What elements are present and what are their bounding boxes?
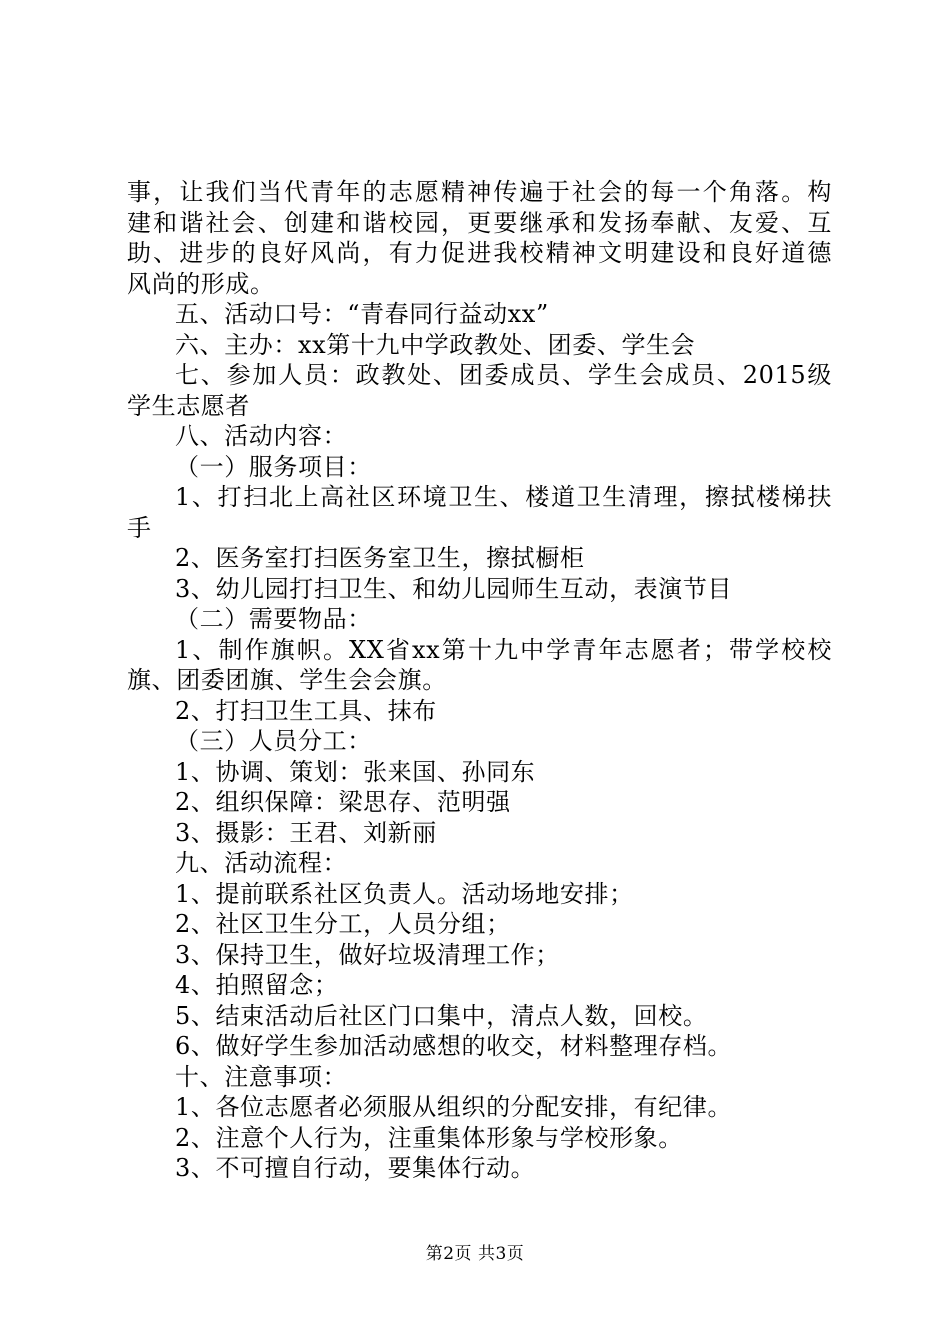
text-line: （二）需要物品： xyxy=(175,605,372,633)
text-line: 5、结束活动后社区门口集中，清点人数，回校。 xyxy=(175,1001,708,1030)
text-line: 2、医务室打扫医务室卫生，擦拭橱柜 xyxy=(175,544,585,572)
text-line: 2、社区卫生分工，人员分组； xyxy=(175,910,511,938)
text-line: （一）服务项目： xyxy=(175,452,372,481)
page-footer: 第2页 共3页 xyxy=(425,1244,525,1264)
text-line: 1、各位志愿者必须服从组织的分配安排，有纪律。 xyxy=(175,1093,733,1121)
text-line: 风尚的形成。 xyxy=(127,269,275,298)
text-line: 八、活动内容： xyxy=(175,422,348,450)
text-line: （三）人员分工： xyxy=(175,727,372,755)
text-line: 3、保持卫生，做好垃圾清理工作； xyxy=(175,940,560,969)
text-line: 旗、团委团旗、学生会会旗。 xyxy=(127,666,447,694)
text-line: 1、提前联系社区负责人。活动场地安排； xyxy=(175,879,634,908)
text-line: 助、进步的良好风尚，有力促进我校精神文明建设和良好道德 xyxy=(127,239,832,267)
text-line: 手 xyxy=(127,513,152,542)
text-line: 九、活动流程： xyxy=(175,849,348,877)
text-line: 2、打扫卫生工具、抹布 xyxy=(175,696,437,725)
text-line: 七、参加人员：政教处、团委成员、学生会成员、2015级 xyxy=(175,361,832,389)
text-line: 3、摄影：王君、刘新丽 xyxy=(175,818,437,847)
text-line: 2、注意个人行为，注重集体形象与学校形象。 xyxy=(175,1123,683,1152)
text-line: 3、幼儿园打扫卫生、和幼儿园师生互动，表演节目 xyxy=(175,574,733,603)
text-line: 3、不可擅自行动，要集体行动。 xyxy=(175,1154,536,1182)
text-line: 1、打扫北上高社区环境卫生、楼道卫生清理，擦拭楼梯扶 xyxy=(175,483,832,511)
text-line: 十、注意事项： xyxy=(175,1062,348,1091)
document-body xyxy=(127,177,832,1184)
text-line: 事，让我们当代青年的志愿精神传遍于社会的每一个角落。构 xyxy=(127,178,832,206)
text-line: 4、拍照留念； xyxy=(175,971,339,999)
text-line: 学生志愿者 xyxy=(127,391,250,420)
text-line: 1、制作旗帜。XX省xx第十九中学青年志愿者；带学校校 xyxy=(175,635,832,664)
text-line: 2、组织保障：梁思存、范明强 xyxy=(175,788,511,816)
text-line: 6、做好学生参加活动感想的收交，材料整理存档。 xyxy=(175,1032,733,1060)
text-line: 五、活动口号：“青春同行益动xx” xyxy=(175,300,549,328)
text-line: 建和谐社会、创建和谐校园，更要继承和发扬奉献、友爱、互 xyxy=(127,208,832,237)
text-line: 1、协调、策划：张来国、孙同东 xyxy=(175,757,536,786)
text-line: 六、主办：xx第十九中学政教处、团委、学生会 xyxy=(175,330,696,359)
